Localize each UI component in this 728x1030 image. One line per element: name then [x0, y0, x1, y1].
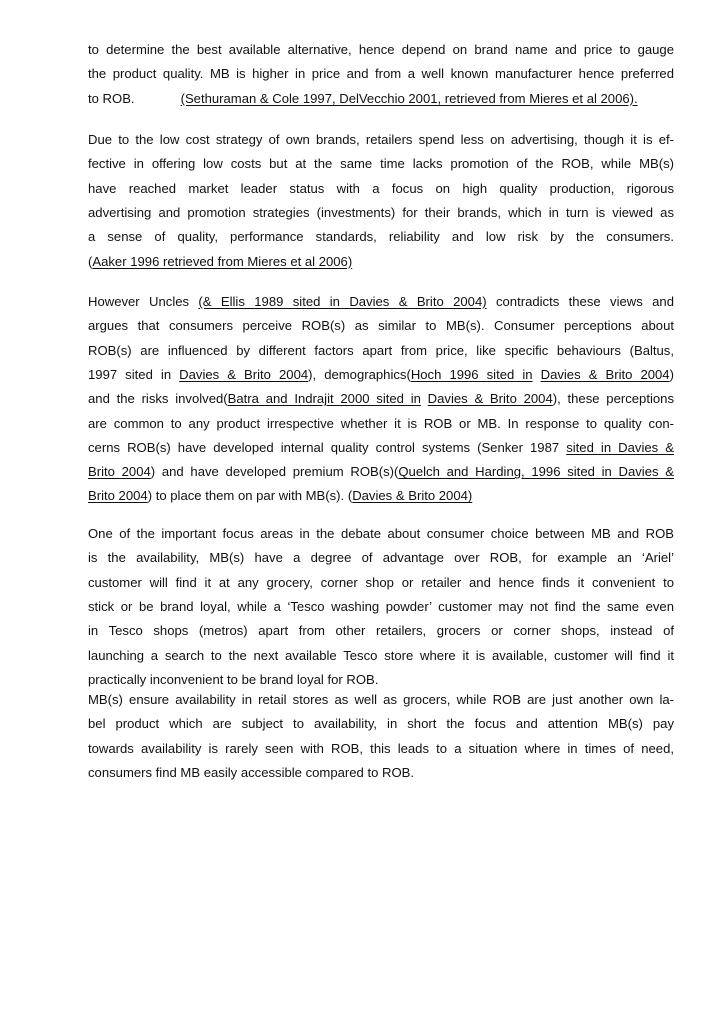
text-line	[88, 91, 674, 107]
text-line	[88, 550, 674, 566]
body-text: However Uncles	[88, 294, 199, 309]
text-line	[88, 648, 674, 664]
body-text: stick or be brand loyal, while a ‘Tesco washing powder’ customer may not find the same even	[88, 598, 674, 614]
body-text: launching a search to the next available Tesco store where it is available, customer will find it	[88, 647, 674, 663]
text-line	[88, 318, 674, 334]
text-line	[88, 367, 674, 383]
body-text	[421, 391, 428, 406]
text-line	[88, 205, 674, 221]
body-text: 1997 sited in	[88, 366, 180, 382]
text-line	[88, 391, 674, 407]
text-line	[88, 692, 674, 708]
body-text: towards availability is rarely seen with ROB, this leads to a situation where in times of need,	[88, 740, 674, 756]
text-line	[88, 716, 674, 732]
body-text: MB(s) ensure availability in retail stores as well as grocers, while ROB are just another own la-	[88, 692, 674, 707]
body-text: ) to place them on par with MB(s). (	[147, 488, 353, 504]
text-line	[88, 294, 674, 310]
body-text: practically inconvenient to be brand loyal for ROB.	[88, 671, 379, 687]
body-text: in Tesco shops (metros) apart from other retailers, grocers or corner shops, instead of	[88, 623, 674, 639]
body-text: consumers find MB easily accessible compared to ROB.	[88, 764, 415, 780]
body-text: contradicts these views and	[486, 294, 674, 309]
text-line	[88, 464, 674, 480]
body-text: cerns ROB(s) have developed internal quality control systems (Senker 1987	[88, 439, 567, 455]
body-text: a sense of quality, performance standards, reliability and low risk by the consumers.	[88, 229, 674, 245]
body-text: ), demographics(	[308, 366, 411, 382]
citation-text: Brito 2004	[88, 464, 151, 480]
text-line	[88, 181, 674, 197]
text-line	[88, 156, 674, 172]
citation-text: Aaker 1996 retrieved from Mieres et al 2006)	[92, 253, 353, 269]
citation-text: Davies & Brito 2004	[179, 366, 309, 382]
body-text: )	[669, 366, 674, 382]
citation-text: (& Ellis 1989 sited in Davies & Brito 2004)	[198, 294, 487, 309]
text-line	[88, 741, 674, 757]
text-line	[88, 672, 674, 688]
text-line	[88, 526, 674, 542]
citation-text: (Sethuraman & Cole 1997, DelVecchio 2001, retrieved from Mieres et al 2006).	[180, 90, 638, 106]
text-line	[88, 440, 674, 456]
body-text: argues that consumers perceive ROB(s) as similar to MB(s). Consumer perceptions about	[88, 318, 674, 334]
text-line	[88, 343, 674, 359]
citation-text: Brito 2004	[88, 488, 148, 504]
text-line	[88, 66, 674, 82]
text-line	[88, 765, 674, 781]
body-text: fective in offering low costs but at the same time lacks promotion of the ROB, while MB(s)	[88, 156, 674, 172]
text-line	[88, 132, 674, 148]
citation-text: Davies & Brito 2004	[427, 391, 553, 407]
text-line	[88, 599, 674, 615]
text-line	[88, 254, 674, 270]
body-text: Due to the low cost strategy of own brands, retailers spend less on advertising, though it is ef-	[88, 132, 674, 147]
body-text: to determine the best available alternative, hence depend on brand name and price to gauge	[88, 42, 674, 57]
text-line	[88, 623, 674, 639]
body-text: is the availability, MB(s) have a degree of advantage over ROB, for example an ‘Ariel’	[88, 550, 674, 566]
body-text: to ROB.	[88, 90, 135, 106]
body-text: advertising and promotion strategies (investments) for their brands, which in turn is viewed as	[88, 204, 674, 220]
text-line	[88, 416, 674, 432]
body-text: ), these perceptions	[552, 391, 674, 407]
body-text: are common to any product irrespective whether it is ROB or MB. In response to quality con-	[88, 415, 674, 431]
text-line	[88, 488, 674, 504]
body-text: have reached market leader status with a focus on high quality production, rigorous	[88, 180, 674, 196]
body-text: and the risks involved(	[88, 391, 228, 407]
body-text: bel product which are subject to availability, in short the focus and attention MB(s) pay	[88, 716, 674, 732]
citation-text: Quelch and Harding, 1996 sited in Davies &	[398, 464, 674, 480]
body-text: (	[88, 253, 93, 269]
text-line	[88, 575, 674, 591]
citation-text: Davies & Brito 2004	[540, 366, 670, 382]
citation-text: Batra and Indrajit 2000 sited in	[227, 391, 421, 407]
citation-text: Davies & Brito 2004)	[352, 488, 473, 504]
citation-text: sited in Davies &	[566, 439, 674, 455]
text-line	[88, 229, 674, 245]
body-text: One of the important focus areas in the debate about consumer choice between MB and ROB	[88, 526, 674, 541]
body-text	[533, 367, 541, 382]
body-text: customer will find it at any grocery, corner shop or retailer and hence finds it convenient to	[88, 574, 674, 590]
citation-text: Hoch 1996 sited in	[410, 366, 533, 382]
body-text: ) and have developed premium ROB(s)(	[150, 464, 399, 480]
body-text: the product quality. MB is higher in price and from a well known manufacturer hence preferred	[88, 66, 674, 82]
text-line	[88, 42, 674, 58]
body-text: ROB(s) are influenced by different factors apart from price, like specific behaviours (Baltus,	[88, 342, 674, 358]
